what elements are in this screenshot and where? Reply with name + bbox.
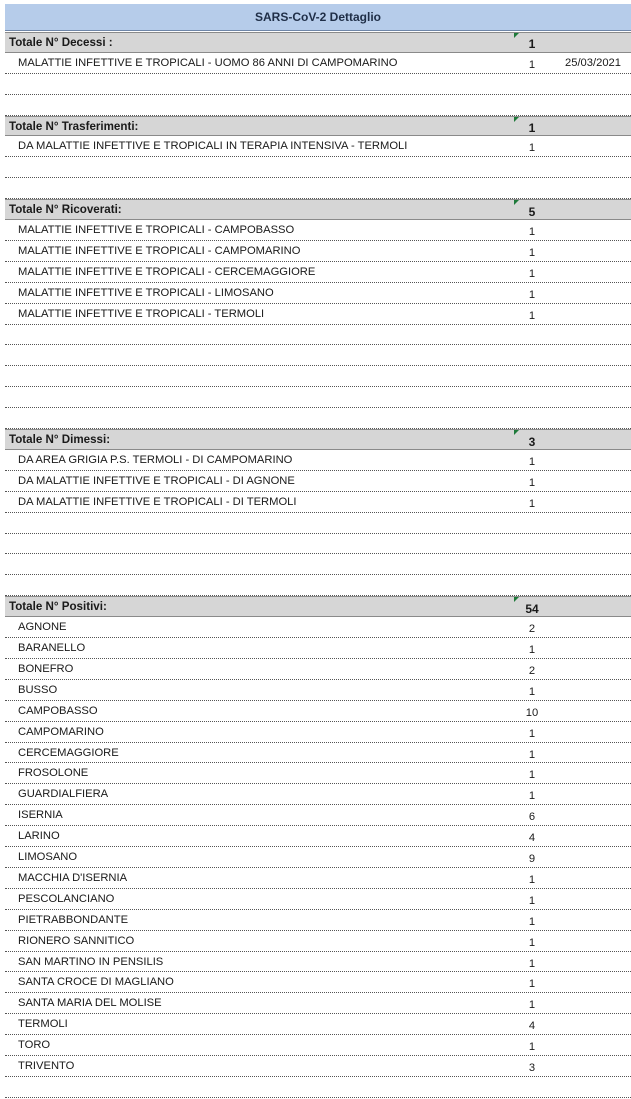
row-label: DA MALATTIE INFETTIVE E TROPICALI - DI TERMOLI: [18, 495, 297, 508]
table-row[interactable]: [5, 1014, 631, 1035]
table-row[interactable]: [5, 220, 631, 241]
section-total: 1: [528, 37, 536, 52]
row-count: 1: [528, 790, 536, 803]
row-count: 1: [528, 999, 536, 1012]
row-count: 4: [528, 1020, 536, 1033]
row-count: 1: [528, 497, 536, 510]
table-row[interactable]: [5, 492, 631, 513]
section-header-row[interactable]: [5, 429, 631, 450]
table-row[interactable]: [5, 53, 631, 74]
row-label: RIONERO SANNITICO: [18, 934, 135, 947]
table-row[interactable]: [5, 1035, 631, 1056]
table-row[interactable]: [5, 471, 631, 492]
row-count: 6: [528, 811, 536, 824]
section-label: Totale N° Decessi :: [9, 35, 113, 49]
section-total: 1: [528, 121, 536, 136]
section-label: Totale N° Trasferimenti:: [9, 119, 139, 133]
row-label: DA AREA GRIGIA P.S. TERMOLI - DI CAMPOMARINO: [18, 453, 293, 466]
row-count: 1: [528, 142, 536, 155]
row-date: 25/03/2021: [565, 56, 621, 69]
table-row[interactable]: [5, 973, 631, 994]
table-row[interactable]: [5, 1056, 631, 1077]
row-count: 1: [528, 226, 536, 239]
row-label: BARANELLO: [18, 642, 86, 655]
section-label: Totale N° Positivi:: [9, 600, 107, 614]
row-label: MALATTIE INFETTIVE E TROPICALI - CERCEMAGGIORE: [18, 265, 316, 278]
row-count: 1: [528, 957, 536, 970]
table-row[interactable]: [5, 304, 631, 325]
row-label: SANTA CROCE DI MAGLIANO: [18, 976, 174, 989]
cell-comment-marker-icon: [514, 117, 519, 122]
table-row[interactable]: [5, 764, 631, 785]
section-total: 54: [525, 601, 539, 616]
table-row[interactable]: [5, 805, 631, 826]
table-row[interactable]: [5, 722, 631, 743]
section-total: 3: [528, 434, 536, 449]
row-label: BONEFRO: [18, 662, 74, 675]
table-row[interactable]: [5, 680, 631, 701]
empty-row[interactable]: [5, 366, 631, 387]
table-row[interactable]: [5, 910, 631, 931]
table-row[interactable]: [5, 262, 631, 283]
row-label: TRIVENTO: [18, 1060, 75, 1073]
row-label: GUARDIALFIERA: [18, 788, 109, 801]
row-label: MALATTIE INFETTIVE E TROPICALI - CAMPOMARINO: [18, 244, 301, 257]
row-label: MACCHIA D'ISERNIA: [18, 871, 128, 884]
row-count: 4: [528, 832, 536, 845]
row-label: MALATTIE INFETTIVE E TROPICALI - LIMOSANO: [18, 286, 274, 299]
table-row[interactable]: [5, 889, 631, 910]
section-header-row[interactable]: [5, 116, 631, 137]
empty-row[interactable]: [5, 95, 631, 116]
row-label: ISERNIA: [18, 809, 63, 822]
empty-row[interactable]: [5, 325, 631, 346]
table-row[interactable]: [5, 283, 631, 304]
section-header-row[interactable]: [5, 596, 631, 617]
row-label: MALATTIE INFETTIVE E TROPICALI - UOMO 86 ANNI DI CAMPOMARINO: [18, 56, 398, 69]
table-row[interactable]: [5, 784, 631, 805]
empty-row[interactable]: [5, 534, 631, 555]
table-row[interactable]: [5, 847, 631, 868]
row-count: 1: [528, 915, 536, 928]
table-row[interactable]: [5, 931, 631, 952]
row-count: 1: [528, 873, 536, 886]
table-row[interactable]: [5, 638, 631, 659]
table-row[interactable]: [5, 701, 631, 722]
row-label: CERCEMAGGIORE: [18, 746, 119, 759]
row-count: 1: [528, 1041, 536, 1054]
cell-comment-marker-icon: [514, 597, 519, 602]
row-label: DA MALATTIE INFETTIVE E TROPICALI - DI AGNONE: [18, 474, 295, 487]
section-header-row[interactable]: [5, 32, 631, 53]
section-label: Totale N° Ricoverati:: [9, 203, 122, 217]
row-count: 1: [528, 727, 536, 740]
row-count: 1: [528, 476, 536, 489]
row-count: 1: [528, 309, 536, 322]
row-count: 1: [528, 936, 536, 949]
row-count: 1: [528, 685, 536, 698]
empty-row[interactable]: [5, 513, 631, 534]
empty-row[interactable]: [5, 575, 631, 596]
row-label: FROSOLONE: [18, 767, 89, 780]
row-label: SANTA MARIA DEL MOLISE: [18, 997, 162, 1010]
row-label: CAMPOBASSO: [18, 704, 98, 717]
section-total: 5: [528, 204, 536, 219]
row-label: MALATTIE INFETTIVE E TROPICALI - TERMOLI: [18, 307, 265, 320]
row-label: DA MALATTIE INFETTIVE E TROPICALI IN TERAPIA INTENSIVA - TERMOLI: [18, 140, 408, 153]
row-label: BUSSO: [18, 683, 58, 696]
table-row[interactable]: [5, 659, 631, 680]
row-count: 1: [528, 978, 536, 991]
row-label: PIETRABBONDANTE: [18, 913, 129, 926]
empty-row[interactable]: [5, 157, 631, 178]
empty-row[interactable]: [5, 408, 631, 429]
empty-row[interactable]: [5, 346, 631, 367]
section-label: Totale N° Dimessi:: [9, 433, 111, 447]
cell-comment-marker-icon: [514, 430, 519, 435]
empty-row[interactable]: [5, 387, 631, 408]
row-count: 1: [528, 644, 536, 657]
table-row[interactable]: [5, 993, 631, 1014]
row-count: 2: [528, 623, 536, 636]
row-label: LIMOSANO: [18, 851, 78, 864]
row-label: SAN MARTINO IN PENSILIS: [18, 955, 164, 968]
row-count: 1: [528, 58, 536, 71]
empty-row[interactable]: [5, 178, 631, 199]
table-row[interactable]: [5, 743, 631, 764]
row-label: LARINO: [18, 830, 60, 843]
row-count: 1: [528, 748, 536, 761]
row-count: 3: [528, 1062, 536, 1075]
table-row[interactable]: [5, 241, 631, 262]
empty-row[interactable]: [5, 555, 631, 576]
table-row[interactable]: [5, 617, 631, 638]
row-label: TERMOLI: [18, 1018, 68, 1031]
section-header-row[interactable]: [5, 199, 631, 220]
table-row[interactable]: [5, 450, 631, 471]
row-count: 9: [528, 853, 536, 866]
row-count: 1: [528, 267, 536, 280]
row-label: AGNONE: [18, 621, 67, 634]
empty-row[interactable]: [5, 1077, 631, 1098]
cell-comment-marker-icon: [514, 33, 519, 38]
row-label: MALATTIE INFETTIVE E TROPICALI - CAMPOBASSO: [18, 224, 295, 237]
empty-row[interactable]: [5, 74, 631, 95]
row-label: CAMPOMARINO: [18, 725, 104, 738]
row-count: 1: [528, 288, 536, 301]
row-count: 1: [528, 769, 536, 782]
row-label: TORO: [18, 1039, 51, 1052]
table-row[interactable]: [5, 826, 631, 847]
sheet-title: SARS-CoV-2 Dettaglio: [5, 4, 631, 31]
row-count: 1: [528, 894, 536, 907]
table-row[interactable]: [5, 952, 631, 973]
table-row[interactable]: [5, 868, 631, 889]
row-count: 2: [528, 664, 536, 677]
row-label: PESCOLANCIANO: [18, 892, 115, 905]
row-count: 1: [528, 246, 536, 259]
table-row[interactable]: [5, 137, 631, 158]
cell-comment-marker-icon: [514, 200, 519, 205]
row-count: 10: [525, 706, 539, 719]
row-count: 1: [528, 455, 536, 468]
